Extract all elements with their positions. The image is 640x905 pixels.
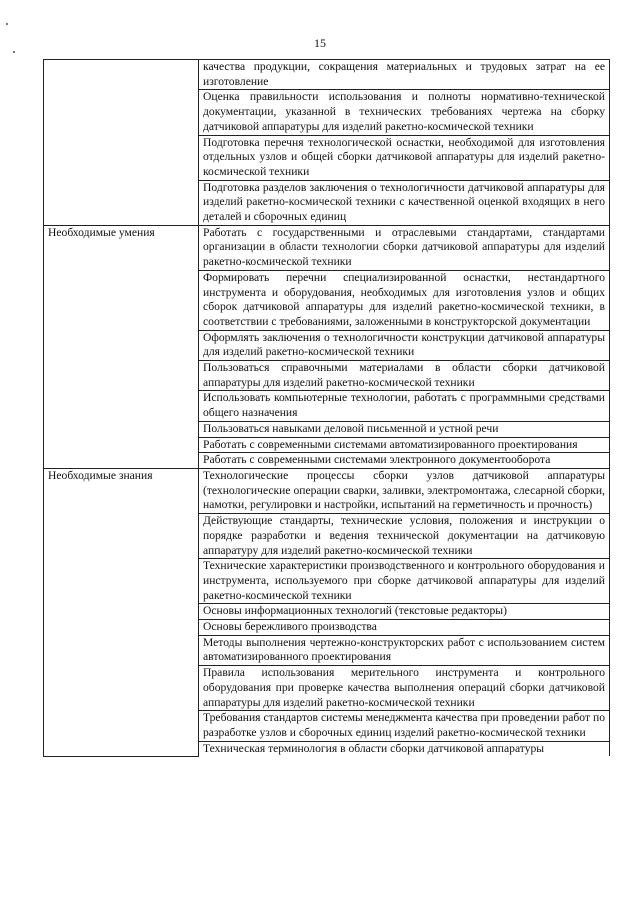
table-cell: Правила использования мерительного инструмента и контрольного оборудования при проверке качества выполнения операций сборки датчиковой аппаратуры для изделий ракетно-космической техники bbox=[199, 666, 610, 711]
table-cell: Пользоваться справочными материалами в области сборки датчиковой аппаратуры для изделий ракетно-космической техники bbox=[199, 361, 610, 391]
table-cell: Действующие стандарты, технические условия, положения и инструкции о порядке разработки и ведения технической документации на датчиковую аппаратуру для изделий ракетно-космической техники bbox=[199, 514, 610, 559]
table-cell: Методы выполнения чертежно-конструкторских работ с использованием систем автоматизированного проектирования bbox=[199, 635, 610, 665]
table-cell: Основы бережливого производства bbox=[199, 620, 610, 636]
row-label-skills: Необходимые умения bbox=[44, 225, 199, 468]
table-cell: Оценка правильности использования и полноты нормативно-технической документации, указанной в технических требованиях чертежа на сборку датчиковой аппаратуры для изделий ракетно-космической техники bbox=[199, 90, 610, 135]
row-label-knowledge: Необходимые знания bbox=[44, 468, 199, 756]
row-label bbox=[44, 60, 199, 226]
table-cell: Работать с современными системами электронного документооборота bbox=[199, 453, 610, 469]
table-row bbox=[44, 468, 610, 513]
scan-speck bbox=[6, 23, 8, 25]
table-cell: Работать с государственными и отраслевыми стандартами, стандартами организации в области технологии сборки датчиковой аппаратуры для изделий ракетно-космической техники bbox=[199, 225, 610, 270]
table-cell: Технические характеристики производственного и контрольного оборудования и инструмента, используемого при сборке датчиковой аппаратуры для изделий ракетно-космической техники bbox=[199, 559, 610, 604]
table-cell bbox=[199, 741, 610, 756]
page-number: 15 bbox=[314, 36, 326, 50]
table-cell: Работать с современными системами автоматизированного проектирования bbox=[199, 437, 610, 453]
table-row bbox=[44, 60, 610, 90]
table-cell: Пользоваться навыками деловой письменной и устной речи bbox=[199, 421, 610, 437]
table-cell: Подготовка перечня технологической оснастки, необходимой для изготовления отдельных узлов и общей сборки датчиковой аппаратуры для изделий ракетно-космической техники bbox=[199, 135, 610, 180]
scan-speck bbox=[13, 51, 15, 53]
table-cell: Основы информационных технологий (текстовые редакторы) bbox=[199, 604, 610, 620]
table-cell-text: Техническая терминология в области сборки датчиковой аппаратуры bbox=[203, 741, 545, 755]
table-cell: Подготовка разделов заключения о технологичности датчиковой аппаратуры для изделий ракетно-космической техники с качественной оценкой входящих в него деталей и сборочных единиц bbox=[199, 180, 610, 225]
table-cell: Использовать компьютерные технологии, работать с программными средствами общего назначения bbox=[199, 391, 610, 421]
table-cell: Требования стандартов системы менеджмента качества при проведении работ по разработке узлов и сборочных единиц изделий ракетно-космической техники bbox=[199, 711, 610, 741]
table-cell: Оформлять заключения о технологичности конструкции датчиковой аппаратуры для изделий ракетно-космической техники bbox=[199, 330, 610, 360]
table-cell: Технологические процессы сборки узлов датчиковой аппаратуры (технологические операции сварки, заливки, электромонтажа, слесарной сборки, намотки, регулировки и настройки, испытаний на герметичность и прочность) bbox=[199, 468, 610, 513]
table-cell: Формировать перечни специализированной оснастки, нестандартного инструмента и оборудования, необходимых для изготовления узлов и общих сборок датчиковой аппаратуры для изделий ракетно-космической техники, в соответствии с требованиями, заложенными в конструкторской документации bbox=[199, 270, 610, 330]
table-row bbox=[44, 225, 610, 270]
table-cell: качества продукции, сокращения материальных и трудовых затрат на ее изготовление bbox=[199, 60, 610, 90]
competency-table bbox=[43, 59, 610, 757]
